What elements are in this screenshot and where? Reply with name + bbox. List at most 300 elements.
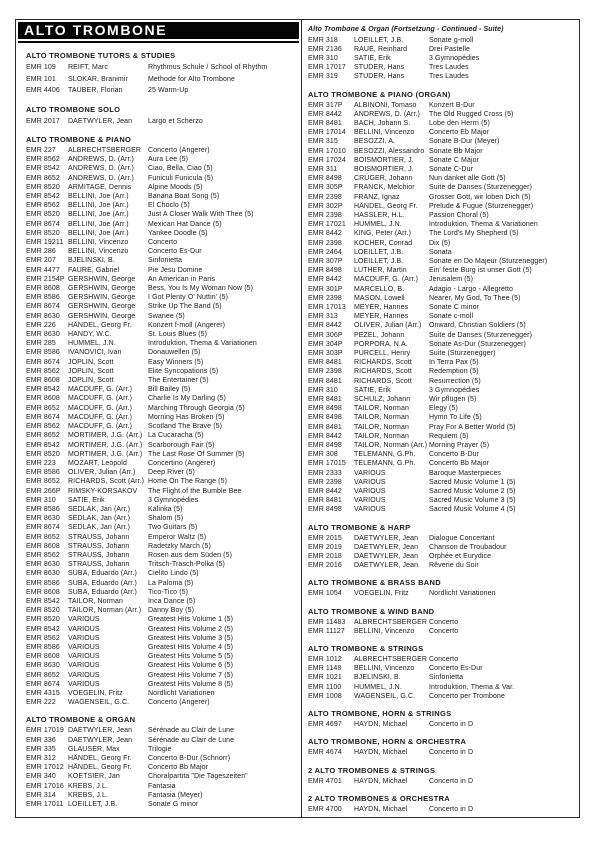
catalog-row [26, 791, 297, 800]
row-composer: ALBRECHTSBERGER [354, 656, 428, 664]
row-ref: EMR 8498 [308, 267, 342, 275]
row-title: Mexican Hat Dance (5) [148, 220, 222, 228]
catalog-row [308, 487, 575, 496]
catalog-row [26, 220, 297, 229]
row-title: Concerto in D [429, 721, 474, 729]
catalog-row [308, 692, 575, 701]
row-title: Rêverie du Soir [429, 562, 479, 570]
catalog-row [308, 404, 575, 413]
catalog-row [26, 74, 297, 86]
row-composer: MACDUFF, G. (Arr.) [68, 423, 133, 431]
row-title: Lobe den Herrn (5) [429, 119, 490, 127]
row-title: Nun danket alle Gott (5) [429, 175, 506, 183]
row-ref: EMR 19211 [26, 239, 64, 247]
row-title: Sonate g-moll [429, 36, 474, 44]
row-composer: VARIOUS [68, 616, 100, 624]
row-ref: EMR 227 [26, 147, 56, 154]
row-composer: CRÜGER, Johann [354, 175, 413, 183]
row-ref: EMR 310 [308, 54, 338, 62]
row-ref: EMR 8630 [26, 570, 60, 578]
row-title: Sonata [429, 248, 452, 256]
row-composer: KING, Peter (Arr.) [354, 230, 412, 238]
row-title: I Got Plenty O' Nuttin' (5) [148, 294, 229, 302]
row-ref: EMR 8481 [308, 119, 342, 127]
catalog-row [26, 745, 297, 754]
row-composer: STRAUSS, Johann [68, 533, 130, 541]
catalog-row [26, 174, 297, 183]
row-ref: EMR 8442 [308, 110, 342, 118]
row-composer: PURCELL, Henry [354, 350, 411, 357]
row-composer: STRAUSS, Johann [68, 561, 130, 569]
row-title: Orphée et Eurydice [429, 553, 492, 561]
row-ref: EMR 302P [308, 202, 343, 210]
catalog-row [26, 164, 297, 173]
row-ref: EMR 307P [308, 257, 343, 265]
row-ref: EMR 222 [26, 699, 56, 707]
section-heading: ALTO TROMBONE & PIANO (ORGAN) [308, 89, 451, 99]
catalog-row [26, 689, 297, 698]
row-composer: DAETWYLER, Jean [68, 736, 133, 744]
row-title: Tres Laudes [429, 64, 469, 72]
row-composer: ALBINONI, Tomaso [354, 101, 417, 109]
row-ref: EMR 8630 [26, 515, 60, 523]
row-ref: EMR 2016 [308, 562, 342, 570]
catalog-row [26, 625, 297, 634]
row-composer: WAGENSEIL, G.C. [68, 699, 130, 707]
row-composer: MORTIMER, J.G. (Arr.) [68, 441, 143, 449]
row-title: La Paloma (5) [148, 579, 194, 587]
catalog-row [308, 748, 575, 757]
row-ref: EMR 313 [308, 313, 338, 321]
catalog-row [26, 533, 297, 542]
catalog-row [308, 618, 575, 627]
row-composer: PEZEL, Johann [354, 331, 405, 339]
row-composer: DAETWYLER, Jean [68, 727, 133, 735]
row-title: Sonate G minor [148, 801, 199, 809]
row-composer: BELLINI, Vincenzo [354, 627, 415, 635]
row-ref: EMR 2398 [308, 239, 342, 247]
row-title: Kalinka (5) [148, 505, 183, 513]
catalog-row [308, 543, 575, 552]
row-composer: MACDUFF, G. (Arr.) [68, 413, 133, 421]
catalog-row [308, 423, 575, 432]
catalog-row [308, 432, 575, 441]
row-title: Greatest Hits Volume 6 (5) [148, 662, 234, 670]
row-ref: EMR 17010 [308, 147, 346, 155]
row-composer: VARIOUS [68, 634, 100, 642]
row-title: Sacred Music Volume 4 (5) [429, 506, 516, 514]
row-ref: EMR 8652 [26, 533, 60, 541]
section-heading: ALTO TROMBONE & HARP [308, 522, 411, 532]
row-composer: VARIOUS [68, 653, 100, 661]
row-ref: EMR 2015 [308, 534, 342, 542]
row-title: Tritsch-Trasch-Polka (5) [148, 561, 225, 569]
row-ref: EMR 8652 [26, 432, 60, 440]
row-title: Sonate Bb Major [429, 147, 483, 155]
row-title: Sinfonietta [148, 257, 183, 265]
catalog-row [308, 128, 575, 137]
catalog-row [26, 496, 297, 505]
catalog-row [26, 579, 297, 588]
row-composer: MARCELLO, B. [354, 285, 405, 293]
row-composer: MEYER, Hannes [354, 303, 409, 311]
row-title: Deep River (5) [148, 469, 195, 477]
row-title: Requiem (5) [429, 432, 469, 440]
row-ref: EMR 336 [26, 736, 56, 744]
row-ref: EMR 8520 [26, 607, 60, 615]
row-ref: EMR 8586 [26, 579, 60, 587]
row-title: Concerto B-Dur [429, 451, 480, 459]
row-ref: EMR 8481 [308, 497, 342, 505]
row-ref: EMR 8674 [26, 220, 60, 228]
row-title: Donauwellen (5) [148, 349, 201, 357]
row-ref: EMR 8562 [26, 634, 60, 642]
row-title: The Entertainer (5) [148, 377, 209, 385]
row-ref: EMR 8608 [26, 588, 60, 596]
catalog-row [308, 441, 575, 450]
row-title: Marching Through Georgia (5) [148, 404, 245, 412]
row-ref: EMR 310 [308, 386, 338, 394]
catalog-row [26, 62, 297, 74]
catalog-row [308, 36, 575, 45]
row-composer: RICHARDS, Scott [354, 368, 412, 376]
row-composer: SLOKAR, Branimir [68, 75, 128, 83]
row-ref: EMR 8630 [26, 312, 60, 320]
row-title: Introduktion, Thema & Variationen [148, 340, 257, 348]
row-title: Fantasia [148, 782, 176, 790]
row-composer: HUMMEL, J.N. [354, 221, 402, 229]
catalog-section [308, 766, 575, 786]
catalog-section [308, 607, 575, 636]
catalog-row [26, 376, 297, 385]
row-ref: EMR 301P [308, 285, 343, 293]
row-composer: MOZART, Leopold [68, 459, 127, 467]
page-title-banner [18, 22, 299, 43]
row-ref: EMR 17017 [308, 64, 346, 72]
row-ref: EMR 8442 [308, 432, 342, 440]
catalog-row [26, 551, 297, 560]
row-ref: EMR 8586 [26, 294, 60, 302]
catalog-row [26, 606, 297, 615]
row-composer: BELLINI, Joe (Arr.) [68, 211, 129, 219]
catalog-row [26, 422, 297, 431]
row-composer: GLAUSER, Max [68, 745, 120, 753]
row-composer: VARIOUS [68, 662, 100, 670]
row-composer: TAILOR, Norman [354, 423, 409, 431]
row-ref: EMR 8674 [26, 680, 60, 688]
row-title: Scotland The Brave (5) [148, 423, 223, 431]
row-title: Concerto [148, 239, 178, 247]
row-ref: EMR 8586 [26, 469, 60, 477]
section-heading: ALTO TROMBONE & WIND BAND [308, 606, 435, 616]
catalog-row [308, 496, 575, 505]
catalog-row [26, 698, 297, 707]
row-title: Yankee Doodle (5) [148, 229, 208, 237]
row-ref: EMR 2398 [308, 478, 342, 486]
row-ref: EMR 109 [26, 64, 56, 71]
catalog-row [308, 183, 575, 192]
row-title: Concerto [429, 656, 459, 664]
row-composer: GERSHWIN, George [68, 303, 136, 311]
row-composer: LUTHER, Martin [354, 267, 407, 275]
catalog-row [26, 229, 297, 238]
catalog-row [26, 266, 297, 275]
catalog-row [26, 487, 297, 496]
catalog-row [26, 569, 297, 578]
catalog-row [308, 331, 575, 340]
section-heading: 2 ALTO TROMBONES & ORCHESTRA [308, 793, 451, 803]
row-title: Choralpartita "Die Tageszeiten" [148, 773, 248, 781]
row-title: Greatest Hits Volume 4 (5) [148, 643, 234, 651]
row-ref: EMR 8652 [26, 404, 60, 412]
row-composer: JOPLIN, Scott [68, 367, 114, 375]
row-composer: RICHARDS, Scott [354, 377, 412, 385]
row-ref: EMR 305P [308, 184, 343, 192]
row-composer: BELLINI, Joe (Arr.) [68, 229, 129, 237]
row-title: El Choclo (5) [148, 202, 190, 210]
row-composer: MACDUFF, G. (Arr.) [354, 276, 419, 284]
row-ref: EMR 8608 [26, 395, 60, 403]
row-title: Greatest Hits Volume 3 (5) [148, 634, 234, 642]
row-title: Wir pflügen (5) [429, 396, 477, 404]
row-composer: KOETSIER, Jan [68, 773, 120, 781]
catalog-row [308, 805, 575, 814]
section-heading: ALTO TROMBONE & STRINGS [308, 644, 424, 654]
catalog-row [308, 358, 575, 367]
page-border [15, 19, 580, 818]
row-ref: EMR 2398 [308, 294, 342, 302]
catalog-row [308, 110, 575, 119]
row-title: Greatest Hits Volume 8 (5) [148, 680, 234, 688]
row-title: Methode for Alto Trombone [148, 75, 235, 83]
row-ref: EMR 312 [26, 755, 56, 762]
catalog-row [308, 239, 575, 248]
row-composer: ANDREWS, D. (Arr.) [68, 156, 134, 164]
row-title: Dix (5) [429, 239, 451, 247]
row-composer: ANDREWS, D. (Arr.) [68, 165, 134, 173]
row-ref: EMR 285 [26, 340, 56, 348]
row-ref: EMR 8674 [26, 413, 60, 421]
catalog-row [308, 229, 575, 238]
catalog-row [26, 358, 297, 367]
catalog-section [26, 715, 297, 809]
row-title: Sonate As-Dur (Sturzenegger) [429, 340, 526, 348]
row-composer: WAGENSEIL, G.C. [354, 692, 416, 700]
catalog-row [26, 671, 297, 680]
row-title: Swanee (5) [148, 312, 185, 320]
row-title: Sacred Music Volume 1 (5) [429, 478, 516, 486]
catalog-section [308, 644, 575, 701]
row-composer: DAETWYLER, Jean [354, 562, 419, 570]
catalog-row [26, 146, 297, 155]
row-ref: EMR 8562 [26, 202, 60, 210]
row-composer: HÄNDEL, Georg Fr. [68, 764, 132, 772]
catalog-section [308, 25, 575, 82]
row-ref: EMR 314 [26, 791, 56, 799]
catalog-row [308, 137, 575, 146]
row-ref: EMR 306P [308, 331, 343, 339]
row-composer: RICHARDS, Scott [354, 359, 412, 367]
catalog-section [308, 90, 575, 515]
row-composer: TAILOR, Norman (Arr.) [354, 442, 428, 450]
catalog-row [26, 247, 297, 256]
row-ref: EMR 11127 [308, 627, 345, 635]
row-composer: HÄNDEL, Georg Fr. [68, 755, 132, 762]
row-title: Prelude & Fugue (Sturzenegger) [429, 202, 534, 210]
row-composer: VARIOUS [354, 469, 386, 477]
row-composer: HAYDN, Michael [354, 805, 408, 813]
row-composer: SCHULZ, Johann [354, 396, 411, 404]
row-composer: VOEGELIN, Fritz [354, 590, 409, 598]
left-column [16, 20, 301, 817]
row-composer: RIMSKY-KORSAKOV [68, 487, 138, 495]
row-title: Pie Jesu Domine [148, 266, 203, 274]
catalog-row [308, 174, 575, 183]
catalog-row [26, 634, 297, 643]
row-composer: OLIVER, Julian (Arr.) [68, 469, 136, 477]
row-title: Nordlicht Variationen [148, 689, 215, 697]
row-ref: EMR 8630 [26, 561, 60, 569]
catalog-row [26, 385, 297, 394]
catalog-row [308, 45, 575, 54]
row-ref: EMR 8542 [26, 625, 60, 633]
row-ref: EMR 8498 [308, 405, 342, 413]
catalog-row [308, 395, 575, 404]
catalog-row [26, 459, 297, 468]
row-title: Radetzky March (5) [148, 542, 211, 550]
continuation-heading: Alto Trombone & Organ (Fortsetzung - Continued - Suite) [308, 26, 504, 33]
row-composer: OLIVER, Julian (Arr.) [354, 322, 422, 330]
row-composer: ANDREWS, D. (Arr.) [68, 174, 134, 182]
catalog-row [26, 275, 297, 284]
row-composer: HAYDN, Michael [354, 749, 408, 757]
row-composer: ALBRECHTSBERGER [354, 618, 428, 626]
row-composer: HAYDN, Michael [354, 777, 408, 785]
row-ref: EMR 319 [308, 73, 338, 81]
row-title: Greatest Hits Volume 5 (5) [148, 653, 234, 661]
catalog-row [308, 627, 575, 636]
row-title: Konzert f-moll (Angerer) [148, 321, 226, 329]
row-composer: TAILOR, Norman [354, 432, 409, 440]
row-ref: EMR 8520 [26, 211, 60, 219]
catalog-row [26, 505, 297, 514]
row-composer: VARIOUS [354, 506, 386, 514]
row-ref: EMR 207 [26, 257, 56, 265]
catalog-row [26, 330, 297, 339]
row-title: Aura Lee (5) [148, 156, 189, 164]
row-ref: EMR 8498 [308, 175, 342, 183]
row-ref: EMR 286 [26, 248, 56, 256]
row-title: Konzert B-Dur [429, 101, 475, 109]
row-composer: HÄNDEL, Georg Fr. [354, 202, 418, 210]
catalog-row [308, 312, 575, 321]
row-composer: TAILOR, Norman [354, 414, 409, 422]
row-ref: EMR 8586 [26, 349, 60, 357]
row-title: Pray For A Better World (5) [429, 423, 516, 431]
row-ref: EMR 17019 [26, 727, 64, 735]
row-composer: KREBS, J.L. [68, 782, 109, 790]
row-composer: VARIOUS [68, 680, 100, 688]
row-composer: VOEGELIN, Fritz [68, 689, 123, 697]
row-ref: EMR 8586 [26, 643, 60, 651]
row-composer: MACDUFF, G. (Arr.) [68, 395, 133, 403]
row-ref: EMR 8562 [26, 156, 60, 164]
row-ref: EMR 17024 [308, 156, 346, 164]
row-title: Easy Winners (5) [148, 358, 204, 366]
row-title: An American in Paris [148, 275, 215, 283]
row-title: Suite de Danses (Sturzenegger) [429, 331, 532, 339]
row-ref: EMR 226 [26, 321, 56, 329]
section-heading: ALTO TROMBONE TUTORS & STUDIES [26, 51, 176, 60]
catalog-section [26, 135, 297, 707]
catalog-row [26, 210, 297, 219]
row-composer: HASSLER, H.L. [354, 211, 405, 219]
row-composer: TAILOR, Norman [354, 405, 409, 413]
row-ref: EMR 8652 [26, 174, 60, 182]
catalog-row [26, 394, 297, 403]
row-title: 25 Warm-Up [148, 87, 189, 94]
row-title: Just A Closer Walk With Thee (5) [148, 211, 254, 219]
row-title: Jerusalem (5) [429, 276, 474, 284]
catalog-row [308, 101, 575, 110]
catalog-row [26, 680, 297, 689]
row-composer: IVANOVICI, Ivan [68, 349, 122, 357]
catalog-row [308, 211, 575, 220]
catalog-row [26, 615, 297, 624]
row-ref: EMR 340 [26, 773, 56, 781]
section-heading: ALTO TROMBONE & PIANO [26, 135, 132, 144]
row-ref: EMR 8481 [308, 359, 342, 367]
row-composer: TELEMANN, G.Ph. [354, 451, 416, 459]
row-ref: EMR 8542 [26, 193, 60, 201]
row-ref: EMR 1100 [308, 683, 342, 691]
row-title: Nordlicht Variationen [429, 590, 496, 598]
row-title: Banana Boat Song (5) [148, 193, 220, 201]
row-title: Introduktion, Thema & Variationen [429, 221, 538, 229]
row-title: Fantasia (Meyer) [148, 791, 203, 799]
catalog-row [308, 321, 575, 330]
catalog-row [308, 220, 575, 229]
catalog-row [26, 763, 297, 772]
row-title: Concerto Es-Dur [148, 248, 202, 256]
catalog-row [26, 116, 297, 128]
row-composer: LOEILLET, J.B. [354, 36, 404, 44]
row-ref: EMR 4406 [26, 87, 60, 94]
row-ref: EMR 8442 [308, 488, 342, 496]
row-ref: EMR 223 [26, 459, 56, 467]
row-composer: TAILOR, Norman (Arr.) [68, 607, 142, 615]
catalog-row [26, 293, 297, 302]
catalog-row [308, 72, 575, 81]
section-heading: ALTO TROMBONE, HORN & STRINGS [308, 709, 452, 719]
row-composer: LOEILLET, J.B. [354, 257, 404, 265]
row-composer: BELLINI, Joe (Arr.) [68, 202, 129, 210]
row-title: The Last Rose Of Summer (5) [148, 450, 245, 458]
row-ref: EMR 8542 [26, 165, 60, 173]
row-ref: EMR 8520 [26, 450, 60, 458]
catalog-row [308, 303, 575, 312]
row-ref: EMR 8562 [26, 423, 60, 431]
row-title: Charlie Is My Darling (5) [148, 395, 226, 403]
catalog-row [308, 147, 575, 156]
row-title: Strike Up The Band (5) [148, 303, 222, 311]
row-title: Tres Laudes [429, 73, 469, 81]
row-composer: VARIOUS [68, 625, 100, 633]
row-composer: KOCHER, Conrad [354, 239, 413, 247]
section-heading: ALTO TROMBONE & ORGAN [26, 715, 136, 725]
row-title: Emperor Waltz (5) [148, 533, 207, 541]
row-ref: EMR 4701 [308, 777, 342, 785]
